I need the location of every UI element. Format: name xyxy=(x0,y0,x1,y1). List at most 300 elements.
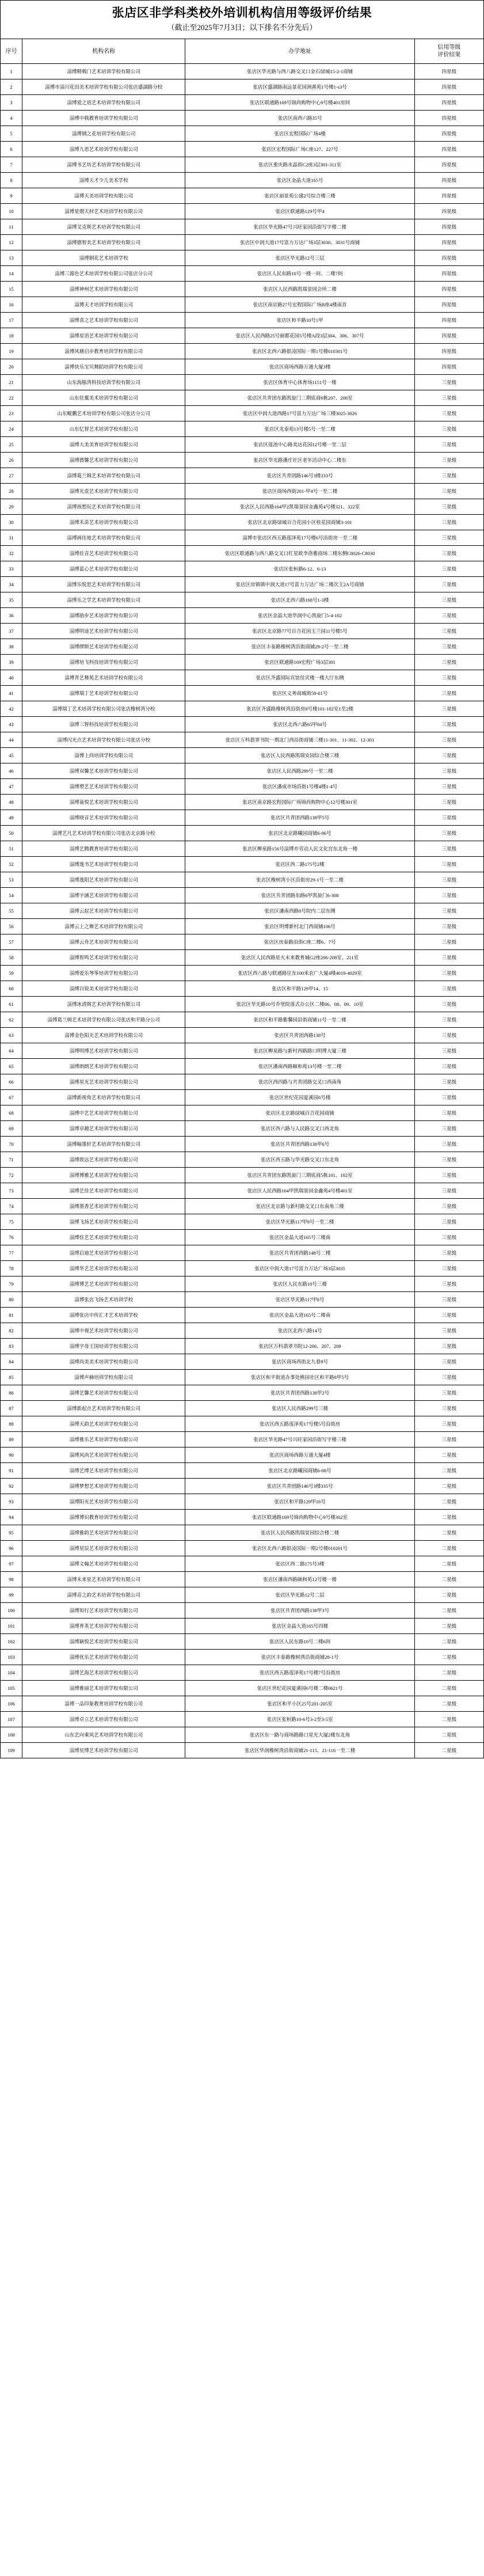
cell-address: 张店区宏程国际广场C座127、227号 xyxy=(185,142,414,157)
column-header-grade-line1: 信用等级 xyxy=(437,44,461,51)
cell-address: 张店区北京路曦园商铺6-08号 xyxy=(185,1463,414,1479)
table-row xyxy=(1,484,484,499)
table-row xyxy=(1,1432,484,1447)
cell-credit-grade: 三星级 xyxy=(414,561,483,577)
cell-index: 34 xyxy=(1,577,22,592)
table-row xyxy=(1,1385,484,1401)
cell-credit-grade: 四星级 xyxy=(414,344,483,359)
cell-address: 张店区张桓路6-12、6-13 xyxy=(185,561,414,577)
cell-index: 54 xyxy=(1,888,22,903)
cell-institution-name: 淄博天才少儿美术学校 xyxy=(22,173,185,188)
table-row xyxy=(1,1121,484,1137)
cell-address: 张店区潘南西路颐和苑13号楼一至二楼 xyxy=(185,1059,414,1074)
cell-address: 张店区丽景苑公建2号综合楼三楼 xyxy=(185,188,414,204)
cell-address: 张店区商场西路万通大厦3楼 xyxy=(185,359,414,375)
cell-credit-grade: 四星级 xyxy=(414,142,483,157)
table-row xyxy=(1,1276,484,1292)
cell-address: 张店区北西六路银凌国际一期1号楼010301号 xyxy=(185,344,414,359)
cell-institution-name: 淄博市淄川花田美术培训学校有限公司张店盛湖路分校 xyxy=(22,79,185,95)
cell-address: 张店区房泰路沿街C座二楼6、7号 xyxy=(185,934,414,950)
cell-credit-grade: 三星级 xyxy=(414,1168,483,1183)
cell-index: 17 xyxy=(1,313,22,328)
cell-credit-grade: 四星级 xyxy=(414,79,483,95)
cell-address: 张店区商场西街北九巷9号 xyxy=(185,1354,414,1370)
cell-institution-name: 淄博育英艺术培训学校有限公司 xyxy=(22,1618,185,1634)
cell-institution-name: 淄博佳音艺术培训学校有限公司 xyxy=(22,546,185,561)
cell-index: 64 xyxy=(1,1043,22,1059)
cell-address: 张店区潘成市场沿街1号楼4楼1-4号 xyxy=(185,779,414,795)
cell-address: 张店区万科翡翠书院一期北门西沿街商铺三楼11-301、11-302、12-301 xyxy=(185,732,414,748)
cell-institution-name: 淄博华艺艺术培训学校有限公司 xyxy=(22,1261,185,1276)
cell-institution-name: 淄博未来星艺术培训学校有限公司 xyxy=(22,1572,185,1587)
cell-credit-grade: 三星级 xyxy=(414,1121,483,1137)
cell-index: 12 xyxy=(1,235,22,250)
cell-address: 张店区人民西路164甲凯瑞景园金鑫苑4号楼401室 xyxy=(185,1183,414,1199)
cell-address: 张店区北京路与新村路交叉口东南角三楼 xyxy=(185,1199,414,1214)
cell-index: 80 xyxy=(1,1292,22,1308)
cell-institution-name: 淄博明途艺术培训学校有限公司 xyxy=(22,624,185,639)
table-row xyxy=(1,577,484,592)
cell-index: 79 xyxy=(1,1276,22,1292)
cell-address: 张店区共青团东路凯旋门三期底商5栋101、102室 xyxy=(185,1168,414,1183)
cell-index: 74 xyxy=(1,1199,22,1214)
table-row xyxy=(1,250,484,266)
table-row xyxy=(1,1214,484,1230)
cell-index: 43 xyxy=(1,717,22,732)
table-row xyxy=(1,421,484,437)
cell-index: 7 xyxy=(1,157,22,173)
cell-index: 100 xyxy=(1,1603,22,1618)
cell-credit-grade: 四星级 xyxy=(414,126,483,142)
table-row xyxy=(1,1012,484,1028)
title-block xyxy=(0,0,484,39)
cell-index: 40 xyxy=(1,670,22,686)
cell-credit-grade: 二星级 xyxy=(414,1510,483,1525)
table-row xyxy=(1,934,484,950)
table-row xyxy=(1,1323,484,1339)
cell-credit-grade: 四星级 xyxy=(414,328,483,344)
cell-index: 30 xyxy=(1,515,22,530)
cell-credit-grade: 三星级 xyxy=(414,701,483,717)
cell-institution-name: 淄博青艺舞苑艺术培训学校有限公司 xyxy=(22,670,185,686)
cell-index: 60 xyxy=(1,981,22,997)
cell-address: 张店区义务商城街59-61号 xyxy=(185,686,414,701)
cell-institution-name: 淄博乐悦思艺术培训学校有限公司 xyxy=(22,577,185,592)
cell-institution-name: 淄博天韵艺术培训学校有限公司 xyxy=(22,1416,185,1432)
table-row xyxy=(1,344,484,359)
cell-address: 张店区共青团西路138号 xyxy=(185,1028,414,1043)
cell-index: 106 xyxy=(1,1696,22,1712)
table-row xyxy=(1,1043,484,1059)
cell-index: 5 xyxy=(1,126,22,142)
cell-index: 51 xyxy=(1,841,22,857)
cell-institution-name: 淄博张店中传汇才艺术培训学校 xyxy=(22,1308,185,1323)
table-row xyxy=(1,1105,484,1121)
cell-credit-grade: 二星级 xyxy=(414,1743,483,1758)
cell-institution-name: 淄博钢花艺术培训学校 xyxy=(22,250,185,266)
cell-institution-name: 淄博颖悦艺术培训学校有限公司 xyxy=(22,1634,185,1650)
cell-index: 52 xyxy=(1,857,22,872)
cell-credit-grade: 三星级 xyxy=(414,1339,483,1354)
cell-institution-name: 淄博金色阳光艺术培训学校有限公司 xyxy=(22,1028,185,1043)
cell-institution-name: 淄博阳光艺术培训学校有限公司 xyxy=(22,1494,185,1510)
cell-index: 53 xyxy=(1,872,22,888)
table-row xyxy=(1,1587,484,1603)
table-row xyxy=(1,1525,484,1541)
cell-institution-name: 淄博致远艺术培训学校有限公司 xyxy=(22,1152,185,1168)
cell-address: 张店区柳泉路156号淄博市劳动人民文化宫东北角一楼 xyxy=(185,841,414,857)
cell-institution-name: 淄博梦想艺术培训学校有限公司 xyxy=(22,1479,185,1494)
cell-credit-grade: 三星级 xyxy=(414,406,483,421)
cell-institution-name: 淄博张店飞扬艺术培训学校 xyxy=(22,1292,185,1308)
cell-index: 65 xyxy=(1,1059,22,1074)
cell-address: 张店区中润大道西路17号富力万达广场三楼3025-3026 xyxy=(185,406,414,421)
table-row xyxy=(1,406,484,421)
cell-institution-name: 淄博飞扬艺术培训学校有限公司 xyxy=(22,1214,185,1230)
table-row xyxy=(1,375,484,390)
table-row xyxy=(1,1152,484,1168)
cell-credit-grade: 三星级 xyxy=(414,1308,483,1323)
cell-institution-name: 淄博晓音艺术培训学校有限公司 xyxy=(22,810,185,826)
cell-index: 14 xyxy=(1,266,22,282)
cell-credit-grade: 三星级 xyxy=(414,1401,483,1416)
table-row xyxy=(1,204,484,219)
cell-institution-name: 淄博乐之学艺术培训学校有限公司 xyxy=(22,592,185,608)
cell-institution-name: 淄博字母王国培训学校有限公司 xyxy=(22,1339,185,1354)
table-row xyxy=(1,1370,484,1385)
cell-institution-name: 淄博明博艺术培训学校有限公司 xyxy=(22,1043,185,1059)
cell-index: 78 xyxy=(1,1261,22,1276)
cell-institution-name: 淄博爱乐琴筝培训学校有限公司 xyxy=(22,966,185,981)
table-row xyxy=(1,919,484,934)
cell-institution-name: 淄博星辰艺术培训学校有限公司 xyxy=(22,1541,185,1556)
table-row xyxy=(1,1727,484,1743)
table-row xyxy=(1,546,484,561)
table-row xyxy=(1,126,484,142)
cell-address: 张店区和平路紫馨园沿街商铺11号一至二楼 xyxy=(185,1012,414,1028)
cell-credit-grade: 三星级 xyxy=(414,732,483,748)
cell-index: 67 xyxy=(1,1090,22,1105)
cell-address: 张店区和平小区25号201-205室 xyxy=(185,1696,414,1712)
cell-credit-grade: 四星级 xyxy=(414,266,483,282)
cell-address: 张店区人民西路299号三楼 xyxy=(185,1401,414,1416)
table-row xyxy=(1,453,484,468)
cell-institution-name: 淄博尚美美术培训学校有限公司 xyxy=(22,1354,185,1370)
cell-index: 48 xyxy=(1,795,22,810)
cell-credit-grade: 三星级 xyxy=(414,1059,483,1074)
cell-address: 张店区华光路潘庄社区老年活动中心二楼东 xyxy=(185,453,414,468)
cell-address: 张店区重庆路水晶街C2座3层301-311室 xyxy=(185,157,414,173)
cell-institution-name: 淄博风塘启步教育培训学校有限公司 xyxy=(22,344,185,359)
column-header-index: 序号 xyxy=(1,39,22,64)
table-row xyxy=(1,1556,484,1572)
cell-credit-grade: 三星级 xyxy=(414,810,483,826)
cell-credit-grade: 二星级 xyxy=(414,1696,483,1712)
cell-address: 张店区南京路宏程国际广场锦尚购物中心12号楼301室 xyxy=(185,795,414,810)
table-body xyxy=(1,64,484,1758)
cell-index: 89 xyxy=(1,1432,22,1447)
table-row xyxy=(1,857,484,872)
cell-address: 张店区金晶大道165号三楼南 xyxy=(185,1230,414,1245)
cell-institution-name: 淄博艺腾教育培训学校有限公司 xyxy=(22,841,185,857)
cell-index: 88 xyxy=(1,1416,22,1432)
cell-institution-name: 淄博瑞丁艺术培训学校有限公司 xyxy=(22,686,185,701)
cell-address: 张店区盛湖路南远景花园洲熹苑1号楼1-s3号 xyxy=(185,79,414,95)
table-row xyxy=(1,1681,484,1696)
cell-institution-name: 淄博培飞科技培训学校有限公司 xyxy=(22,655,185,670)
cell-credit-grade: 三星级 xyxy=(414,1370,483,1385)
cell-credit-grade: 二星级 xyxy=(414,1525,483,1541)
cell-index: 37 xyxy=(1,624,22,639)
cell-address: 张店区人民东路10号一楼一间、二楼7间 xyxy=(185,266,414,282)
cell-index: 15 xyxy=(1,282,22,297)
cell-credit-grade: 三星级 xyxy=(414,421,483,437)
cell-institution-name: 淄博中戟教育培训学校有限公司 xyxy=(22,111,185,126)
cell-index: 72 xyxy=(1,1168,22,1183)
cell-index: 18 xyxy=(1,328,22,344)
cell-credit-grade: 二星级 xyxy=(414,1447,483,1463)
cell-institution-name: 淄博艺博艺术培训学校有限公司 xyxy=(22,1463,185,1479)
cell-index: 77 xyxy=(1,1245,22,1261)
table-row xyxy=(1,313,484,328)
cell-institution-name: 淄博云上之舞艺术培训学校有限公司 xyxy=(22,919,185,934)
table-row xyxy=(1,235,484,250)
cell-credit-grade: 三星级 xyxy=(414,1432,483,1447)
cell-index: 76 xyxy=(1,1230,22,1245)
table-row xyxy=(1,981,484,997)
cell-address: 张店区西四路与共青团路交叉口西南角 xyxy=(185,1074,414,1090)
table-row xyxy=(1,1416,484,1432)
cell-credit-grade: 三星级 xyxy=(414,624,483,639)
table-row xyxy=(1,1183,484,1199)
table-row xyxy=(1,266,484,282)
cell-address: 张店区北西六路168号1-3楼 xyxy=(185,592,414,608)
cell-institution-name: 淄博精戟门艺术培训学校有限公司 xyxy=(22,64,185,79)
table-row xyxy=(1,1665,484,1681)
cell-credit-grade: 三星级 xyxy=(414,468,483,484)
cell-institution-name: 淄博德馨艺术培训学校有限公司 xyxy=(22,453,185,468)
cell-address: 张店区齐盛国际宾馆佳宾楼一楼大厅东侧 xyxy=(185,670,414,686)
cell-credit-grade: 三星级 xyxy=(414,934,483,950)
table-row xyxy=(1,1090,484,1105)
table-row xyxy=(1,1354,484,1370)
cell-credit-grade: 四星级 xyxy=(414,173,483,188)
cell-institution-name: 淄博中视艺术培训学校有限公司 xyxy=(22,1323,185,1339)
cell-credit-grade: 三星级 xyxy=(414,981,483,997)
cell-index: 57 xyxy=(1,934,22,950)
table-header xyxy=(1,39,484,64)
cell-index: 91 xyxy=(1,1463,22,1479)
table-row xyxy=(1,592,484,608)
cell-address: 张店区西五路莲泽苑17号楼7号沿街房 xyxy=(185,1665,414,1681)
table-row xyxy=(1,624,484,639)
cell-index: 75 xyxy=(1,1214,22,1230)
cell-address: 张店区共青团路146号3楼335号 xyxy=(185,1479,414,1494)
table-row xyxy=(1,1028,484,1043)
table-row xyxy=(1,1230,484,1245)
cell-index: 59 xyxy=(1,966,22,981)
cell-index: 29 xyxy=(1,499,22,515)
table-row xyxy=(1,1245,484,1261)
cell-institution-name: 淄博光壹艺术培训学校有限公司 xyxy=(22,484,185,499)
cell-index: 98 xyxy=(1,1572,22,1587)
table-row xyxy=(1,1074,484,1090)
cell-institution-name: 淄博云舟艺术培训学校有限公司 xyxy=(22,934,185,950)
cell-institution-name: 淄博钢之花培训学校有限公司 xyxy=(22,126,185,142)
cell-institution-name: 淄博画佳地艺术培训学校有限公司 xyxy=(22,530,185,546)
cell-institution-name: 山东海豚湾科技培训学校有限公司 xyxy=(22,375,185,390)
cell-institution-name: 淄博优乐艺术培训学校有限公司 xyxy=(22,1650,185,1665)
cell-index: 23 xyxy=(1,406,22,421)
page-title: 张店区非学科类校外培训机构信用等级评价结果 xyxy=(112,6,372,20)
table-header-row xyxy=(1,39,484,64)
cell-institution-name: 淄博塑艺艺术培训学校有限公司 xyxy=(22,779,185,795)
cell-institution-name: 淄博艺佳艺术培训学校有限公司 xyxy=(22,1183,185,1199)
table-row xyxy=(1,1743,484,1758)
cell-address: 张店区人民西路凯瑞景园会所二楼 xyxy=(185,282,414,297)
table-row xyxy=(1,437,484,453)
column-header-address: 办学地址 xyxy=(185,39,414,64)
cell-address: 张店区潘南西路8号院内二层东侧 xyxy=(185,903,414,919)
cell-index: 26 xyxy=(1,453,22,468)
cell-institution-name: 淄博艺海艺术培训学校有限公司 xyxy=(22,1665,185,1681)
cell-institution-name: 淄博大美美育培训学校有限公司 xyxy=(22,437,185,453)
cell-credit-grade: 三星级 xyxy=(414,748,483,763)
cell-institution-name: 淄博葛兰姆艺术培训学校有限公司张店和平路分公司 xyxy=(22,1012,185,1028)
cell-address: 张店区华光路47号兴旺家园沿街写字楼三楼 xyxy=(185,1432,414,1447)
cell-address: 张店区共青团路146号3楼333号 xyxy=(185,468,414,484)
cell-index: 102 xyxy=(1,1634,22,1650)
table-row xyxy=(1,655,484,670)
table-row xyxy=(1,173,484,188)
table-row xyxy=(1,1401,484,1416)
cell-credit-grade: 三星级 xyxy=(414,966,483,981)
table-row xyxy=(1,1199,484,1214)
cell-address: 张店区人民西路299号一至二楼 xyxy=(185,763,414,779)
cell-institution-name: 淄博佳艺艺术培训学校有限公司 xyxy=(22,1230,185,1245)
table-row xyxy=(1,1479,484,1494)
table-row xyxy=(1,1696,484,1712)
cell-credit-grade: 二星级 xyxy=(414,1479,483,1494)
cell-institution-name: 淄博九思艺术培训学校有限公司 xyxy=(22,142,185,157)
table-row xyxy=(1,219,484,235)
table-row xyxy=(1,1494,484,1510)
cell-index: 27 xyxy=(1,468,22,484)
table-row xyxy=(1,872,484,888)
cell-index: 36 xyxy=(1,608,22,624)
cell-address: 张店区莲池中心路美达花园12号楼一至二层 xyxy=(185,437,414,453)
cell-index: 39 xyxy=(1,655,22,670)
cell-address: 张店区明博新村北门西商铺106号 xyxy=(185,919,414,934)
cell-index: 19 xyxy=(1,344,22,359)
table-row xyxy=(1,561,484,577)
cell-credit-grade: 三星级 xyxy=(414,686,483,701)
cell-index: 105 xyxy=(1,1681,22,1696)
cell-credit-grade: 四星级 xyxy=(414,235,483,250)
table-row xyxy=(1,530,484,546)
table-row xyxy=(1,701,484,717)
cell-institution-name: 淄博风尚艺术培训学校有限公司 xyxy=(22,1447,185,1463)
cell-index: 94 xyxy=(1,1510,22,1525)
cell-credit-grade: 三星级 xyxy=(414,577,483,592)
table-row xyxy=(1,1447,484,1463)
cell-address: 张店区中润大道17号富力万达广场3层3030、3031号商铺 xyxy=(185,235,414,250)
cell-credit-grade: 三星级 xyxy=(414,841,483,857)
table-row xyxy=(1,1510,484,1525)
cell-index: 81 xyxy=(1,1308,22,1323)
cell-credit-grade: 三星级 xyxy=(414,997,483,1012)
table-row xyxy=(1,188,484,204)
cell-credit-grade: 二星级 xyxy=(414,1665,483,1681)
cell-index: 58 xyxy=(1,950,22,966)
cell-credit-grade: 三星级 xyxy=(414,437,483,453)
table-row xyxy=(1,1261,484,1276)
cell-index: 66 xyxy=(1,1074,22,1090)
cell-index: 103 xyxy=(1,1650,22,1665)
cell-address: 张店区和平街道办事处桃园社区和平路8甲5号 xyxy=(185,1370,414,1385)
cell-index: 108 xyxy=(1,1727,22,1743)
cell-address: 张店区北京路绿城百合花园商铺 xyxy=(185,1105,414,1121)
cell-credit-grade: 三星级 xyxy=(414,779,483,795)
table-row xyxy=(1,468,484,484)
cell-credit-grade: 三星级 xyxy=(414,670,483,686)
cell-credit-grade: 三星级 xyxy=(414,1105,483,1121)
cell-institution-name: 淄博缪斯艺术培训学校有限公司 xyxy=(22,639,185,655)
cell-address: 张店区丰泰路橡树湾沿街商铺28-1号 xyxy=(185,1650,414,1665)
cell-index: 16 xyxy=(1,297,22,313)
cell-index: 33 xyxy=(1,561,22,577)
cell-institution-name: 淄博墨香艺术培训学校有限公司 xyxy=(22,1199,185,1214)
cell-address: 张店区北京路曦园商铺6-06号 xyxy=(185,826,414,841)
cell-address: 张店区金晶大道华润中心凯旋门5-4-102 xyxy=(185,608,414,624)
cell-institution-name: 淄博星博艺术培训学校有限公司 xyxy=(22,1743,185,1758)
cell-institution-name: 淄博孩想玩艺术培训学校有限公司 xyxy=(22,499,185,515)
cell-address: 张店区华光路与西八路交叉口金石绿城15-2-1商铺 xyxy=(185,64,414,79)
cell-address: 张店区共青团西路138甲5号 xyxy=(185,810,414,826)
cell-index: 69 xyxy=(1,1121,22,1137)
table-row xyxy=(1,1059,484,1074)
cell-address: 张店区华润橡树湾沿街商铺21-115、21-116一至二楼 xyxy=(185,1743,414,1758)
cell-address: 张店区共青团西路138甲6号 xyxy=(185,1137,414,1152)
cell-address: 张店区共青团西路138甲3号 xyxy=(185,1603,414,1618)
cell-institution-name: 淄博爱之语艺术培训学校有限公司 xyxy=(22,95,185,111)
table-row xyxy=(1,826,484,841)
table-row xyxy=(1,1650,484,1665)
cell-index: 42 xyxy=(1,701,22,717)
cell-credit-grade: 三星级 xyxy=(414,1183,483,1199)
cell-address: 张店区万科翡翠书院12-206、207、208 xyxy=(185,1339,414,1354)
cell-index: 107 xyxy=(1,1712,22,1727)
cell-address: 张店区联通路与西八路交叉口红星欧李洛雅商场二楼东侧C8026-C8030 xyxy=(185,546,414,561)
table-row xyxy=(1,1572,484,1587)
cell-address: 张店区人民西路164甲2凯瑞景园金鑫苑4号楼321、322室 xyxy=(185,499,414,515)
table-row xyxy=(1,111,484,126)
cell-institution-name: 淄博德智美艺术培训学校有限公司 xyxy=(22,235,185,250)
cell-credit-grade: 二星级 xyxy=(414,1634,483,1650)
cell-credit-grade: 四星级 xyxy=(414,313,483,328)
table-row xyxy=(1,142,484,157)
cell-institution-name: 淄博艺馨艺术培训学校有限公司 xyxy=(22,1385,185,1401)
cell-address: 张店区华光路47号兴旺家园沿街写字楼二楼 xyxy=(185,219,414,235)
table-row xyxy=(1,732,484,748)
cell-institution-name: 淄博星熠天材艺术培训学校有限公司 xyxy=(22,204,185,219)
cell-index: 90 xyxy=(1,1447,22,1463)
cell-address: 张店区东一路与商场路路口星光大厦2楼东北角 xyxy=(185,1727,414,1743)
cell-address: 张店区西八路与联通路往东100米农广大厦4楼4019-4029室 xyxy=(185,966,414,981)
table-row xyxy=(1,795,484,810)
cell-address: 张店区宏程国际广场4楼 xyxy=(185,126,414,142)
cell-index: 63 xyxy=(1,1028,22,1043)
